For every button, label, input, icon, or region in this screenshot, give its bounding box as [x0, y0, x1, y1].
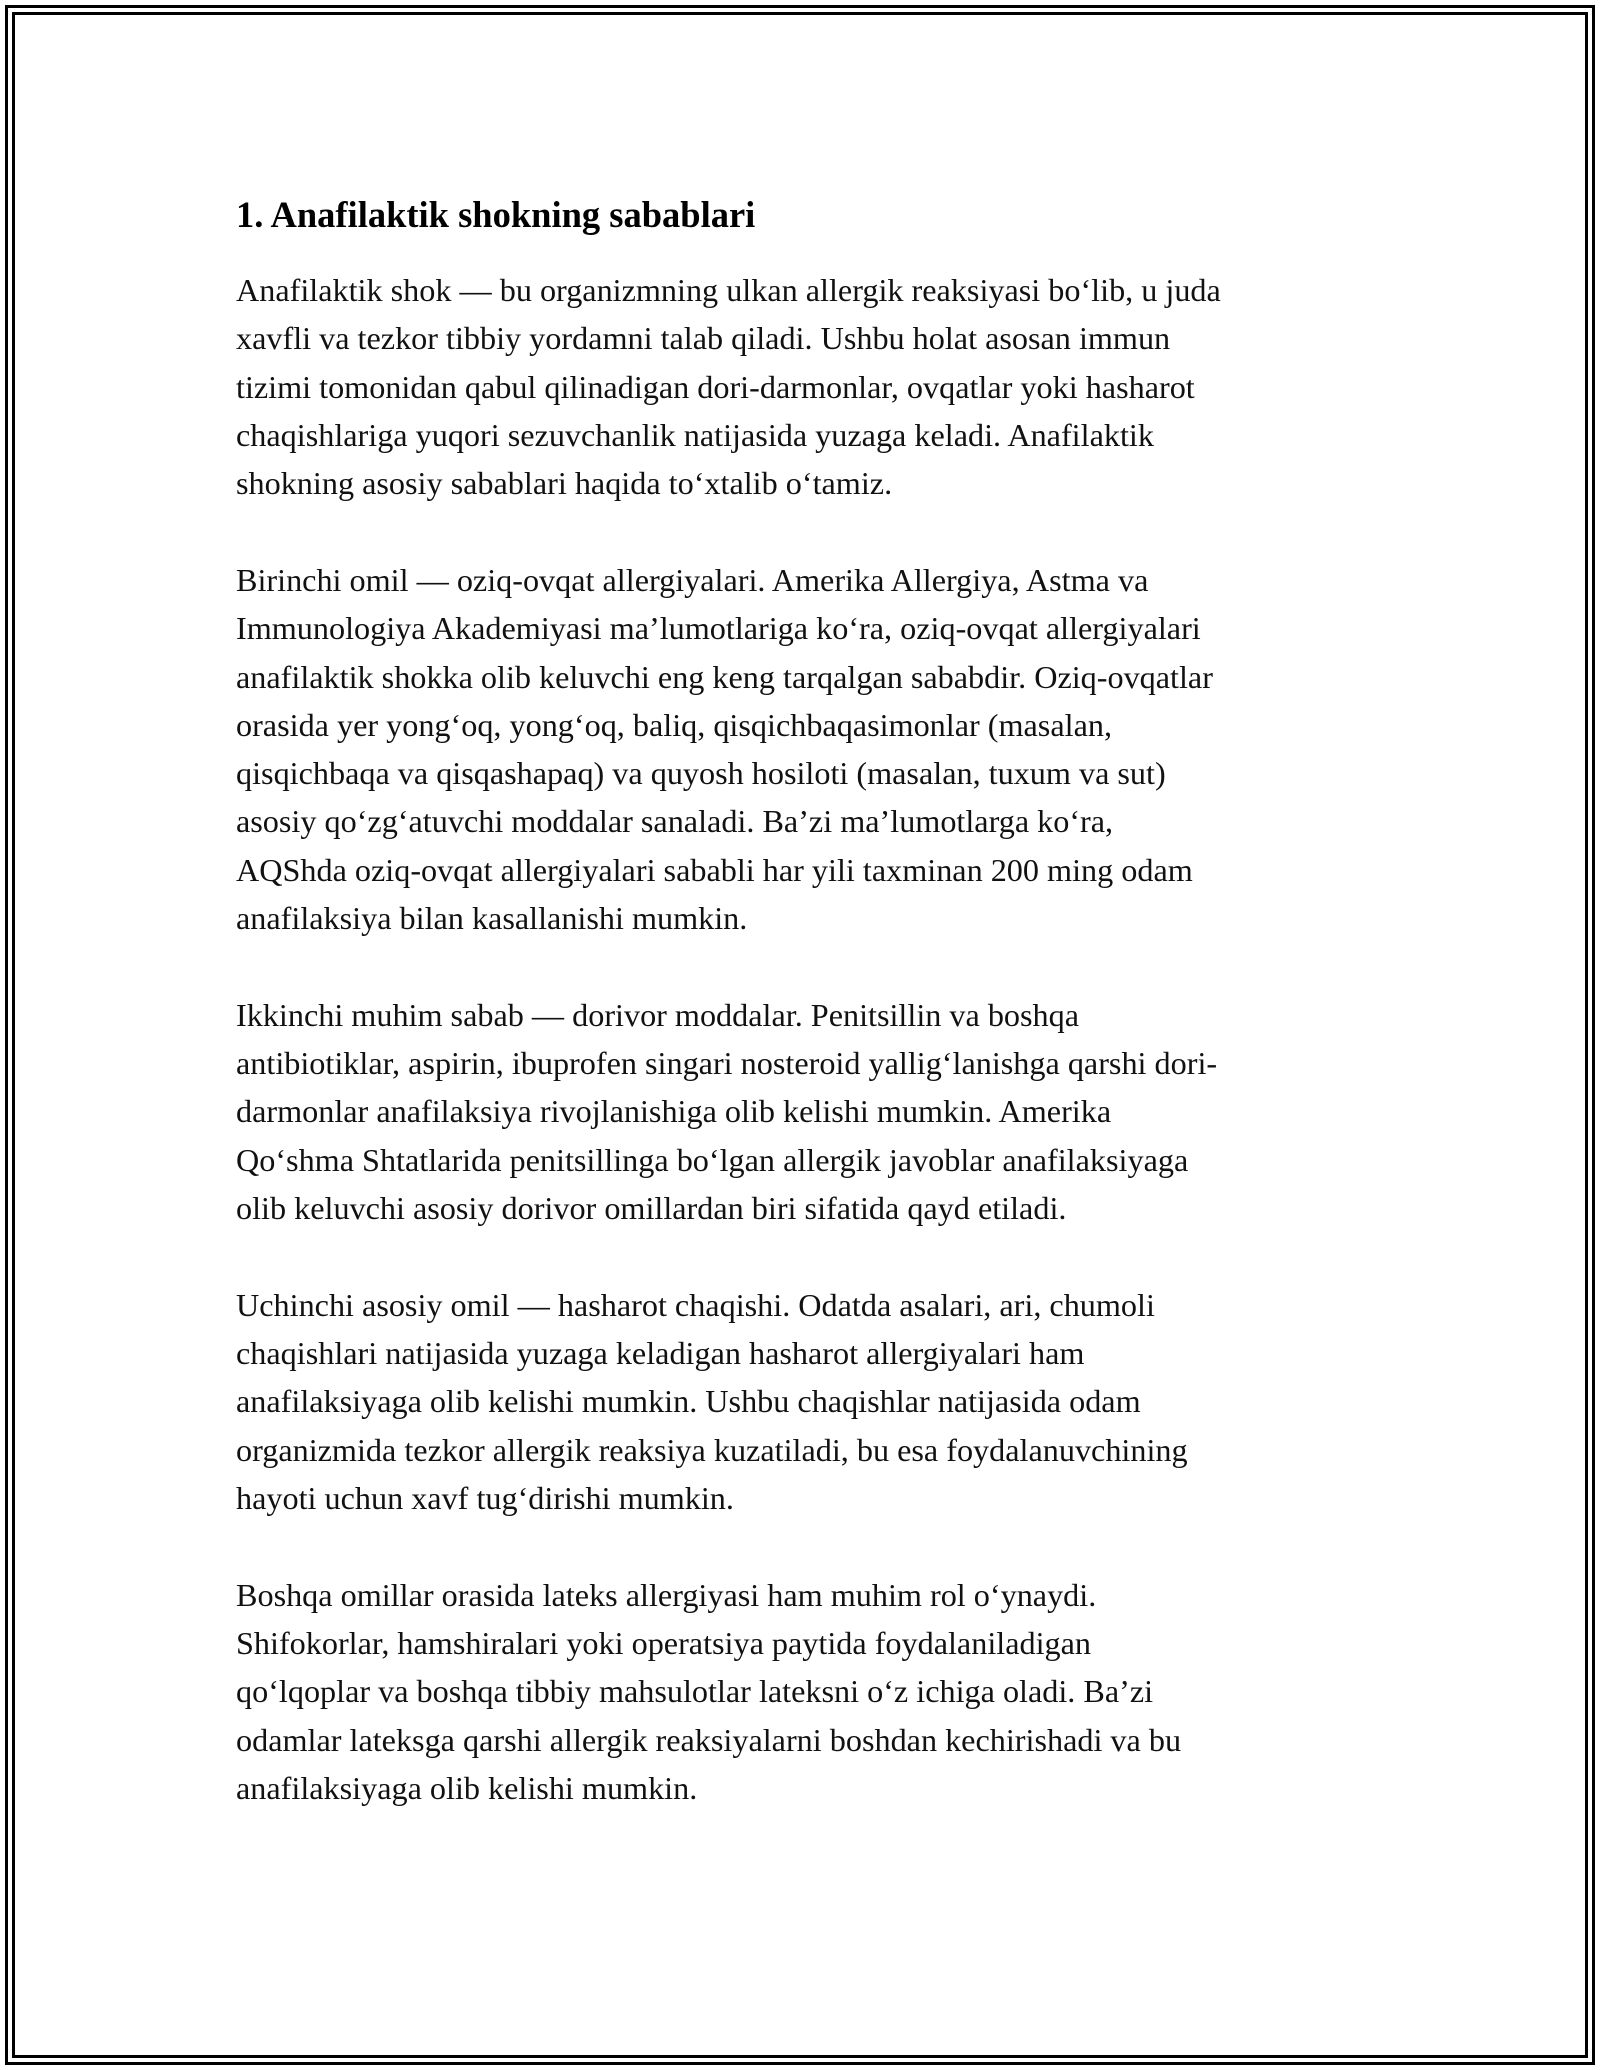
document-body [236, 190, 1376, 1861]
paragraph-line: darmonlar anafilaksiya rivojlanishiga olib kelishi mumkin. Amerika [236, 1093, 1112, 1130]
paragraph-list [236, 266, 1376, 1812]
paragraph [236, 556, 1376, 942]
paragraph-line: qisqichbaqa va qisqashapaq) va quyosh hosiloti (masalan, tuxum va sut) [236, 755, 1166, 792]
paragraph-line: antibiotiklar, aspirin, ibuprofen singari nosteroid yallig‘lanishga qarshi dori- [236, 1045, 1218, 1082]
paragraph-line: Shifokorlar, hamshiralari yoki operatsiya paytida foydalaniladigan [236, 1625, 1091, 1662]
paragraph-line: Boshqa omillar orasida lateks allergiyasi ham muhim rol o‘ynaydi. [236, 1576, 1097, 1613]
paragraph-line: orasida yer yong‘oq, yong‘oq, baliq, qisqichbaqasimonlar (masalan, [236, 706, 1112, 743]
paragraph-line: qo‘lqoplar va boshqa tibbiy mahsulotlar lateksni o‘z ichiga oladi. Ba’zi [236, 1673, 1154, 1710]
section-heading: 1. Anafilaktik shokning sabablari [236, 194, 756, 235]
paragraph-line: Anafilaktik shok — bu organizmning ulkan allergik reaksiyasi bo‘lib, u juda [236, 272, 1221, 308]
paragraph-line: anafilaksiya bilan kasallanishi mumkin. [236, 900, 748, 937]
paragraph-line: AQShda oziq-ovqat allergiyalari sababli har yili taxminan 200 ming odam [236, 851, 1193, 888]
paragraph-line: Ikkinchi muhim sabab — dorivor moddalar. Penitsillin va boshqa [236, 996, 1080, 1033]
paragraph [236, 991, 1376, 1232]
paragraph-line: tizimi tomonidan qabul qilinadigan dori-darmonlar, ovqatlar yoki hasharot [236, 368, 1195, 405]
paragraph [236, 1571, 1376, 1812]
paragraph-line: Immunologiya Akademiyasi ma’lumotlariga ko‘ra, oziq-ovqat allergiyalari [236, 610, 1201, 647]
paragraph-line: odamlar lateksga qarshi allergik reaksiyalarni boshdan kechirishadi va bu [236, 1721, 1182, 1758]
paragraph-line: chaqishlari natijasida yuzaga keladigan hasharot allergiyalari ham [236, 1335, 1085, 1372]
paragraph-line: hayoti uchun xavf tug‘dirishi mumkin. [236, 1480, 734, 1517]
paragraph-line: asosiy qo‘zg‘atuvchi moddalar sanaladi. Ba’zi ma’lumotlarga ko‘ra, [236, 803, 1114, 840]
paragraph-line: Uchinchi asosiy omil — hasharot chaqishi. Odatda asalari, ari, chumoli [236, 1286, 1155, 1323]
paragraph-line: shokning asosiy sabablari haqida to‘xtalib o‘tamiz. [236, 465, 893, 502]
paragraph-line: anafilaksiyaga olib kelishi mumkin. Ushbu chaqishlar natijasida odam [236, 1383, 1141, 1420]
paragraph [236, 266, 1376, 507]
paragraph-line: Qo‘shma Shtatlarida penitsillinga bo‘lgan allergik javoblar anafilaksiyaga [236, 1141, 1189, 1178]
paragraph [236, 1281, 1376, 1522]
paragraph-line: xavfli va tezkor tibbiy yordamni talab qiladi. Ushbu holat asosan immun [236, 320, 1171, 357]
paragraph-line: anafilaksiyaga olib kelishi mumkin. [236, 1770, 698, 1807]
paragraph-line: organizmida tezkor allergik reaksiya kuzatiladi, bu esa foydalanuvchining [236, 1431, 1188, 1468]
paragraph-line: chaqishlariga yuqori sezuvchanlik natijasida yuzaga keladi. Anafilaktik [236, 416, 1154, 453]
paragraph-line: olib keluvchi asosiy dorivor omillardan biri sifatida qayd etiladi. [236, 1190, 1067, 1227]
paragraph-line: anafilaktik shokka olib keluvchi eng keng tarqalgan sababdir. Oziq-ovqatlar [236, 658, 1213, 695]
paragraph-line: Birinchi omil — oziq-ovqat allergiyalari. Amerika Allergiya, Astma va [236, 561, 1149, 598]
